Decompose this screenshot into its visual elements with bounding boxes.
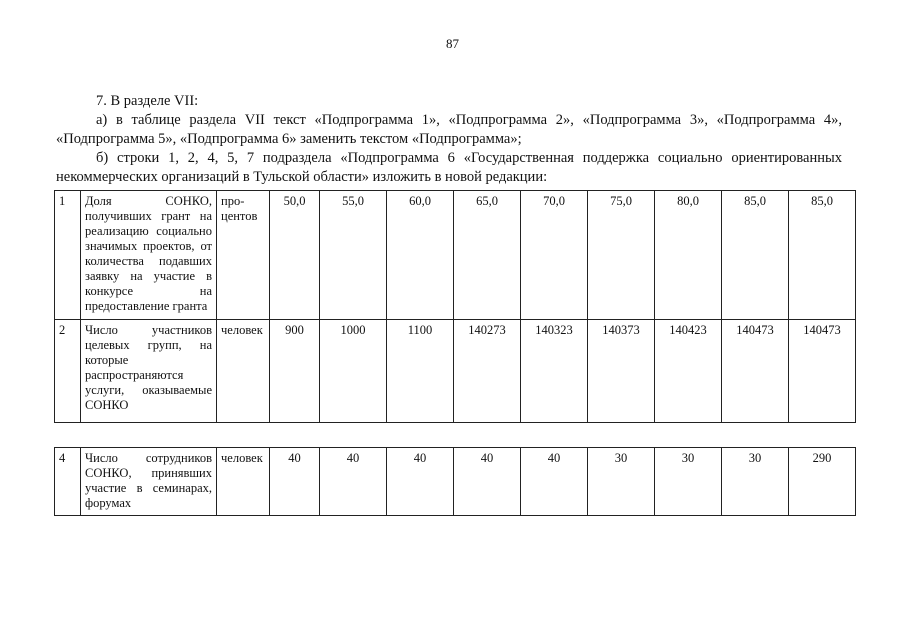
value-cell: 140423 (655, 320, 722, 423)
value-cell: 140473 (722, 320, 789, 423)
paragraph-item-a: а) в таблице раздела VII текст «Подпрограмма 1», «Подпрограмма 2», «Подпрограмма 3», «Подпрограмма 4», «Подпрограмма 5», «Подпрограмма 6» заменить текстом «Подпрограмма»; (56, 112, 842, 147)
paragraph-item-b: б) строки 1, 2, 4, 5, 7 подраздела «Подпрограмма 6 «Государственная поддержка социально ориентированных некоммерческих организаций в Тульской области» изложить в новой редакции: (56, 150, 842, 185)
value-cell: 30 (655, 448, 722, 516)
value-cell: 40 (387, 448, 454, 516)
value-cell: 85,0 (789, 191, 856, 320)
value-cell: 140273 (454, 320, 521, 423)
section-heading: 7. В разделе VII: (96, 93, 199, 109)
table-row (55, 320, 856, 423)
value-cell: 70,0 (521, 191, 588, 320)
value-cell: 60,0 (387, 191, 454, 320)
indicators-table-1 (54, 190, 856, 423)
value-cell: 900 (270, 320, 320, 423)
page-number: 87 (446, 36, 459, 51)
table-row (55, 191, 856, 320)
row-number: 4 (55, 448, 81, 516)
indicator-description: Доля СОНКО, получивших грант на реализацию социально значимых проектов, от количества подавших заявку на участие в конкурсе на предоставление гранта (81, 191, 217, 320)
value-cell: 40 (521, 448, 588, 516)
value-cell: 140323 (521, 320, 588, 423)
value-cell: 1000 (320, 320, 387, 423)
value-cell: 40 (454, 448, 521, 516)
unit-cell: про- центов (217, 191, 270, 320)
indicators-table-2 (54, 447, 856, 516)
table-row (55, 448, 856, 516)
indicator-description: Число участников целевых групп, на которые распространяются услуги, оказываемые СОНКО (81, 320, 217, 423)
value-cell: 30 (722, 448, 789, 516)
value-cell: 85,0 (722, 191, 789, 320)
value-cell: 40 (320, 448, 387, 516)
unit-cell: человек (217, 448, 270, 516)
row-number: 2 (55, 320, 81, 423)
value-cell: 140373 (588, 320, 655, 423)
value-cell: 75,0 (588, 191, 655, 320)
value-cell: 80,0 (655, 191, 722, 320)
value-cell: 65,0 (454, 191, 521, 320)
unit-cell: человек (217, 320, 270, 423)
row-number: 1 (55, 191, 81, 320)
value-cell: 50,0 (270, 191, 320, 320)
value-cell: 55,0 (320, 191, 387, 320)
value-cell: 40 (270, 448, 320, 516)
value-cell: 140473 (789, 320, 856, 423)
value-cell: 1100 (387, 320, 454, 423)
value-cell: 290 (789, 448, 856, 516)
value-cell: 30 (588, 448, 655, 516)
indicator-description: Число сотрудников СОНКО, принявших участие в семинарах, форумах (81, 448, 217, 516)
